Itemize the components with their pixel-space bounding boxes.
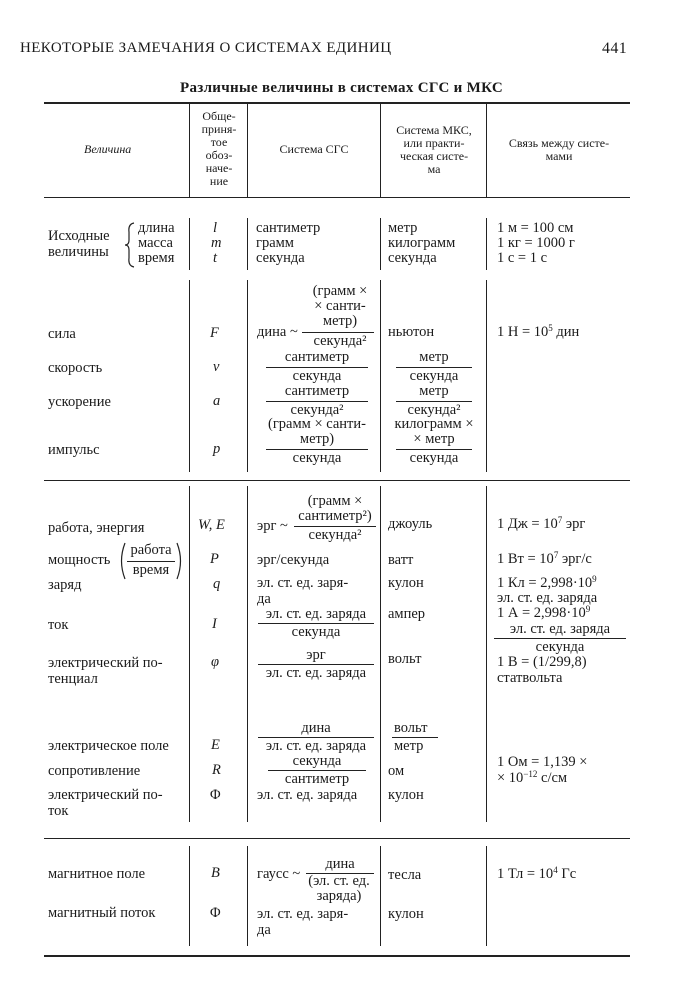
quantity-symbol: Φ [210, 905, 221, 921]
quantity-name: ускорение [48, 394, 111, 410]
quantity-name: мощность [48, 552, 111, 568]
running-header: НЕКОТОРЫЕ ЗАМЕЧАНИЯ О СИСТЕМАХ ЕДИНИЦ [20, 40, 392, 56]
column-header-cgs: Система СГС [279, 142, 349, 156]
quantity-name: магнитный поток [48, 905, 156, 921]
cgs-denominator: секунда² [313, 333, 367, 349]
mks-unit: килограмм [388, 235, 456, 251]
column-header-quantity: Величина [84, 142, 132, 156]
column-rule [486, 846, 487, 946]
relation: × $10^{-12}$ с/см [497, 769, 568, 786]
cgs-denominator: секунда [291, 624, 341, 640]
quantity-symbol: Φ [210, 787, 221, 803]
quantity-name: масса [138, 235, 173, 251]
page-number: 441 [602, 40, 628, 57]
column-header-relation: Связь между систе- мами [508, 136, 610, 163]
group-separator [44, 480, 630, 481]
cgs-prefix: гаусс ~ [257, 866, 301, 882]
mks-unit: вольт [388, 651, 422, 667]
column-rule [189, 280, 190, 472]
column-rule [486, 280, 487, 472]
column-header-symbol: Обще- приня- тое обоз- наче- ние [201, 109, 237, 188]
quantity-name: сопротивление [48, 763, 141, 779]
cgs-denominator: секунда² [290, 402, 344, 418]
quantity-name: заряд [48, 577, 82, 593]
quantity-name-denominator: время [132, 562, 170, 578]
cgs-denominator: (эл. ст. ед. заряда) [308, 873, 370, 904]
column-header-mks: Система МКС, или практи- ческая систе- ма [396, 123, 472, 176]
quantity-name: электрический по- тенциал [48, 655, 163, 687]
mks-unit: ньютон [388, 324, 435, 340]
cgs-numerator: эрг [306, 647, 326, 663]
column-rule [380, 846, 381, 946]
cgs-unit: эрг/секунда [257, 552, 330, 568]
relation: 1 Тл = $10^4$ Гс [497, 865, 577, 882]
quantity-symbol: v [213, 359, 220, 375]
relation-denominator: секунда [535, 639, 585, 655]
quantity-symbol: t [213, 250, 218, 266]
cgs-numerator: дина [325, 856, 355, 872]
group1-label: Исходные [48, 228, 110, 244]
quantity-symbol: I [212, 616, 217, 632]
cgs-prefix: дина ~ [257, 324, 298, 340]
cgs-unit: сантиметр [256, 220, 321, 236]
cgs-unit: грамм [256, 235, 294, 251]
quantity-name: скорость [48, 360, 103, 376]
cgs-unit: эл. ст. ед. заря- да [257, 575, 349, 607]
mks-denominator: метр [394, 738, 424, 754]
table-bottom-rule [44, 955, 630, 957]
cgs-numerator: сантиметр [284, 383, 350, 399]
quantity-symbol: φ [211, 654, 220, 670]
column-rule [486, 103, 487, 197]
column-rule [486, 218, 487, 270]
mks-numerator: метр [419, 349, 449, 365]
column-rule [247, 218, 248, 270]
cgs-numerator: (грамм × × санти- метр) [312, 283, 368, 329]
quantity-name: сила [48, 326, 76, 342]
relation: эл. ст. ед. заряда [497, 590, 598, 606]
cgs-numerator: эл. ст. ед. заряда [265, 606, 367, 622]
mks-unit: ом [388, 763, 405, 779]
cgs-numerator: дина [301, 720, 331, 736]
relation: 1 с = 1 с [497, 250, 548, 266]
column-rule [380, 218, 381, 270]
cgs-unit: секунда [256, 250, 305, 266]
quantity-symbol: l [213, 220, 218, 236]
quantity-symbol: P [210, 551, 219, 567]
quantity-symbol: F [210, 325, 219, 341]
cgs-denominator: секунда [292, 368, 342, 384]
relation: 1 В = (1/299,8) статвольта [497, 654, 587, 686]
mks-unit: секунда [388, 250, 437, 266]
mks-unit: кулон [388, 906, 424, 922]
mks-unit: ватт [388, 552, 414, 568]
column-rule [380, 486, 381, 822]
relation: 1 Кл = $2,998\cdot 10^9$ [497, 574, 597, 591]
column-rule [486, 486, 487, 822]
mks-numerator: метр [419, 383, 449, 399]
table-caption: Различные величины в системах СГС и МКС [180, 80, 504, 96]
quantity-symbol: R [212, 762, 221, 778]
relation: 1 Ом = 1,139 × [497, 754, 588, 770]
mks-denominator: секунда [409, 368, 459, 384]
quantity-symbol: q [213, 576, 221, 592]
group-separator [44, 838, 630, 839]
mks-denominator: секунда² [407, 402, 461, 418]
relation: 1 $А = 2,998\cdot 10^9$ [497, 604, 591, 621]
column-rule [247, 486, 248, 822]
relation-numerator: эл. ст. ед. заряда [509, 621, 611, 637]
quantity-name: магнитное поле [48, 866, 146, 882]
mks-unit: ампер [388, 606, 426, 622]
mks-denominator: секунда [409, 450, 459, 466]
cgs-numerator: (грамм × сантиметр²) [298, 493, 372, 524]
quantity-symbol: B [211, 865, 220, 881]
cgs-denominator: эл. ст. ед. заряда [265, 665, 367, 681]
cgs-numerator: секунда [292, 753, 342, 769]
quantity-name: длина [138, 220, 175, 236]
cgs-denominator: секунда² [308, 527, 362, 543]
relation: 1 Вт = $10^7$ эрг/с [497, 550, 592, 567]
quantity-name: электрическое поле [48, 738, 169, 754]
quantity-name-numerator: работа [130, 542, 172, 558]
brace-icon [124, 222, 136, 268]
mks-numerator: килограмм × × метр [394, 416, 474, 447]
cgs-denominator: эл. ст. ед. заряда [265, 738, 367, 754]
right-paren-icon [176, 542, 184, 580]
mks-unit: кулон [388, 575, 424, 591]
cgs-unit: эл. ст. ед. заряда [257, 787, 358, 803]
cgs-unit: эл. ст. ед. заря- да [257, 906, 349, 938]
relation: 1 м = 100 см [497, 220, 574, 236]
column-rule [189, 846, 190, 946]
relation: 1 Дж = $10^7$ эрг [497, 515, 586, 532]
cgs-numerator: (грамм × санти- метр) [268, 416, 366, 447]
quantity-symbol: m [211, 235, 222, 251]
quantity-name: работа, энергия [48, 520, 145, 536]
quantity-symbol: p [213, 441, 221, 457]
mks-unit: тесла [388, 867, 422, 883]
relation: 1 кг = 1000 г [497, 235, 575, 251]
quantity-name: ток [48, 617, 69, 633]
header-bottom-rule [44, 197, 630, 198]
column-rule [247, 280, 248, 472]
mks-unit: кулон [388, 787, 424, 803]
quantity-symbol: E [211, 737, 220, 753]
column-rule [189, 486, 190, 822]
mks-unit: метр [388, 220, 418, 236]
cgs-prefix: эрг ~ [257, 518, 288, 534]
column-rule [380, 280, 381, 472]
cgs-denominator: сантиметр [284, 771, 350, 787]
group1-label: величины [48, 244, 109, 260]
table-top-rule [44, 102, 630, 104]
column-rule [189, 218, 190, 270]
quantity-symbol: a [213, 393, 221, 409]
column-rule [247, 846, 248, 946]
cgs-numerator: сантиметр [284, 349, 350, 365]
quantity-name: электрический по- ток [48, 787, 163, 819]
mks-unit: джоуль [388, 516, 433, 532]
quantity-symbol: W, E [198, 517, 225, 533]
mks-numerator: вольт [394, 720, 428, 736]
relation: 1 $Н = 10^5$ дин [497, 323, 580, 340]
quantity-name: импульс [48, 442, 100, 458]
quantity-name: время [138, 250, 175, 266]
cgs-denominator: секунда [292, 450, 342, 466]
